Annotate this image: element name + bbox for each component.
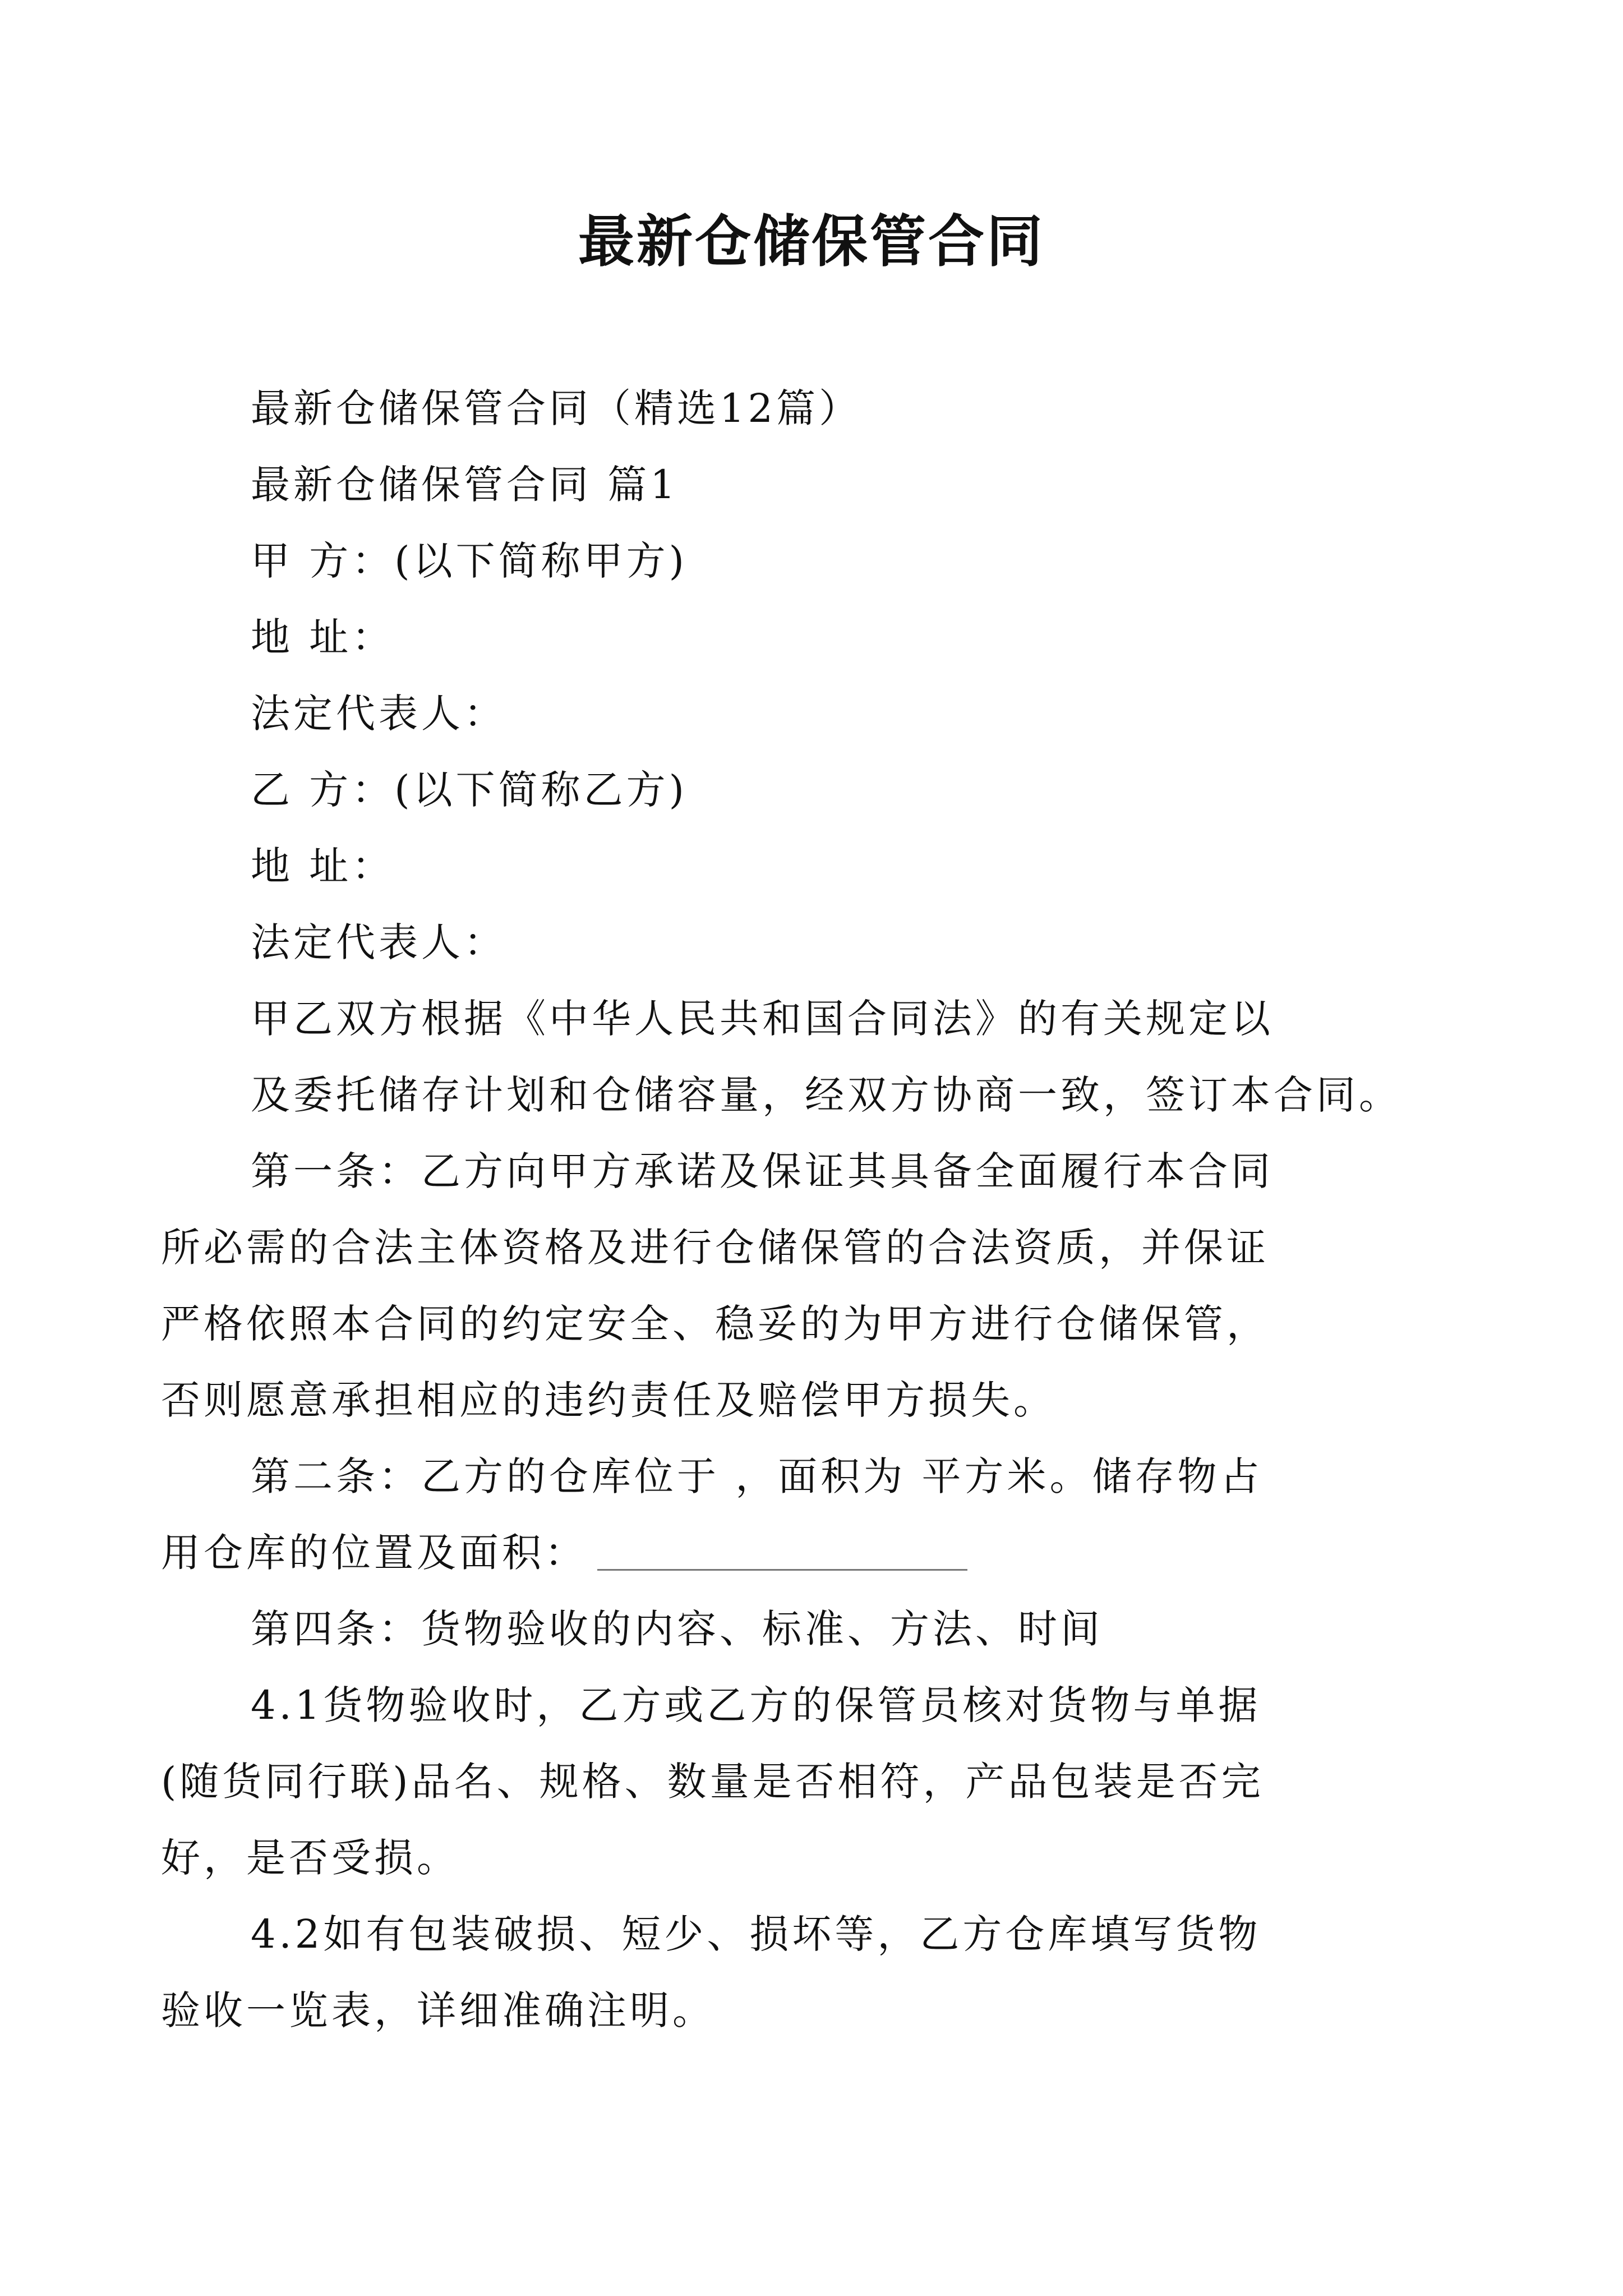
article-1-line: 严格依照本合同的约定安全、稳妥的为甲方进行仓储保管， (161, 1301, 1269, 1347)
party-b-line (251, 752, 1378, 828)
clause-4-1-line: (随货同行联)品名、规格、数量是否相符，产品包装是否完 (161, 1759, 1264, 1805)
article-2-paragraph (161, 1438, 1378, 1591)
section-heading: 最新仓储保管合同 篇1 (251, 462, 679, 508)
article-1-line: 第一条：乙方向甲方承诺及保证其具备全面履行本合同 (251, 1148, 1274, 1194)
party-a-note: (以下简称甲方) (394, 538, 688, 584)
article-2-line-with-blank (161, 1515, 1378, 1591)
party-a-address-label: 地 址： (251, 614, 395, 660)
preamble-line: 及委托储存计划和仓储容量，经双方协商一致，签订本合同。 (251, 1072, 1401, 1118)
party-b-label: 乙 方： (251, 767, 395, 813)
party-b-note: (以下简称乙方) (394, 767, 688, 813)
article-2-line: 用仓库的位置及面积： (161, 1530, 587, 1576)
clause-4-2-line: 4.2如有包装破损、短少、损坏等，乙方仓库填写货物 (251, 1911, 1261, 1957)
clause-4-2-line: 验收一览表，详细准确注明。 (161, 1987, 715, 2033)
clause-4-1-line: 4.1货物验收时，乙方或乙方的保管员核对货物与单据 (251, 1682, 1261, 1728)
party-a-line (251, 523, 1378, 599)
clause-4-2-paragraph (161, 1896, 1378, 2049)
document-body (161, 370, 1401, 2049)
article-1-line: 否则愿意承担相应的违约责任及赔偿甲方损失。 (161, 1377, 1056, 1423)
party-a-label: 甲 方： (251, 538, 395, 584)
article-4-heading: 第四条：货物验收的内容、标准、方法、时间 (251, 1606, 1103, 1652)
clause-4-1-line: 好，是否受损。 (161, 1835, 459, 1881)
clause-4-1-paragraph (161, 1667, 1378, 1896)
article-2-line: 第二条：乙方的仓库位于 ，面积为 平方米。储存物占 (251, 1453, 1263, 1499)
article-1-paragraph (161, 1133, 1378, 1438)
article-1-line: 所必需的合法主体资格及进行仓储保管的合法资质，并保证 (161, 1225, 1269, 1271)
party-b-address-label: 地 址： (251, 843, 395, 889)
preamble-paragraph (251, 981, 1401, 1133)
party-a-representative-label: 法定代表人： (251, 691, 506, 737)
fill-in-blank-line (597, 1568, 967, 1571)
preamble-line: 甲乙双方根据《中华人民共和国合同法》的有关规定以 (251, 996, 1274, 1042)
document-title: 最新仓储保管合同 (578, 208, 1045, 274)
document-subtitle: 最新仓储保管合同（精选12篇） (251, 385, 862, 431)
party-b-representative-label: 法定代表人： (251, 919, 506, 965)
